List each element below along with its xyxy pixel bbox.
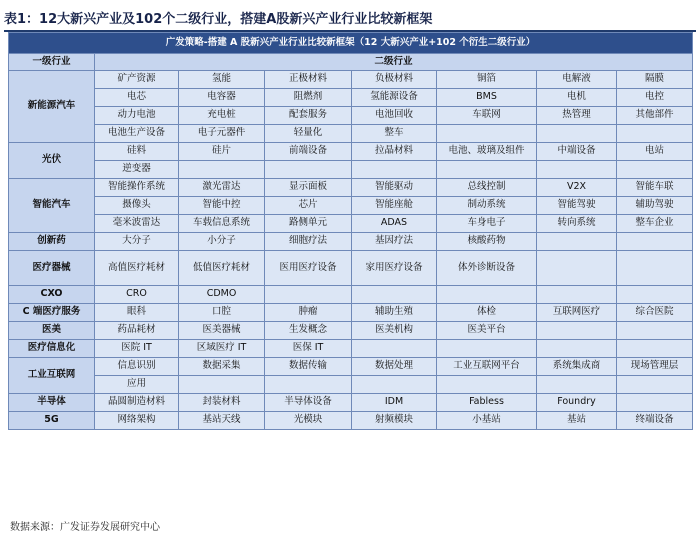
subindustry-cell: 整车 bbox=[352, 125, 437, 143]
empty-cell bbox=[265, 286, 352, 304]
column-header-level1: 一级行业 bbox=[9, 54, 95, 71]
subindustry-cell: 电容器 bbox=[179, 89, 265, 107]
subindustry-cell: 铜箔 bbox=[437, 71, 537, 89]
subindustry-cell: 体检 bbox=[437, 304, 537, 322]
empty-cell bbox=[617, 286, 693, 304]
subindustry-cell: 基站 bbox=[537, 412, 617, 430]
empty-cell bbox=[537, 233, 617, 251]
subindustry-cell: 智能中控 bbox=[179, 197, 265, 215]
subindustry-cell: 智能操作系统 bbox=[95, 179, 179, 197]
subindustry-cell: 热管理 bbox=[537, 107, 617, 125]
table-row bbox=[9, 89, 693, 107]
empty-cell bbox=[617, 340, 693, 358]
table-row bbox=[9, 376, 693, 394]
empty-cell bbox=[437, 125, 537, 143]
data-source-note: 数据来源：广发证券发展研究中心 bbox=[10, 522, 160, 533]
empty-cell bbox=[537, 322, 617, 340]
empty-cell bbox=[265, 376, 352, 394]
subindustry-cell: 硅料 bbox=[95, 143, 179, 161]
subindustry-cell: 硅片 bbox=[179, 143, 265, 161]
table-row bbox=[9, 215, 693, 233]
table-row bbox=[9, 107, 693, 125]
table-row bbox=[9, 233, 693, 251]
category-cell: 光伏 bbox=[9, 143, 95, 179]
subindustry-cell: 高值医疗耗材 bbox=[95, 251, 179, 286]
subindustry-cell: 隔膜 bbox=[617, 71, 693, 89]
subindustry-cell: 信息识别 bbox=[95, 358, 179, 376]
subindustry-cell: CRO bbox=[95, 286, 179, 304]
subindustry-cell: Foundry bbox=[537, 394, 617, 412]
subindustry-cell: 体外诊断设备 bbox=[437, 251, 537, 286]
subindustry-cell: 半导体设备 bbox=[265, 394, 352, 412]
empty-cell bbox=[437, 340, 537, 358]
subindustry-cell: 互联网医疗 bbox=[537, 304, 617, 322]
subindustry-cell: 现场管理层 bbox=[617, 358, 693, 376]
subindustry-cell: 车联网 bbox=[437, 107, 537, 125]
subindustry-cell: 动力电池 bbox=[95, 107, 179, 125]
empty-cell bbox=[265, 161, 352, 179]
subindustry-cell: 路侧单元 bbox=[265, 215, 352, 233]
table-row bbox=[9, 71, 693, 89]
subindustry-cell: 电池、玻璃及组件 bbox=[437, 143, 537, 161]
table-row bbox=[9, 412, 693, 430]
subindustry-cell: 工业互联网平台 bbox=[437, 358, 537, 376]
subindustry-cell: IDM bbox=[352, 394, 437, 412]
subindustry-cell: 电芯 bbox=[95, 89, 179, 107]
subindustry-cell: ADAS bbox=[352, 215, 437, 233]
subindustry-cell: 车载信息系统 bbox=[179, 215, 265, 233]
category-cell: 智能汽车 bbox=[9, 179, 95, 233]
figure-title: 表1：12大新兴产业及102个二级行业，搭建A股新兴产业行业比较新框架 bbox=[4, 12, 433, 27]
empty-cell bbox=[352, 286, 437, 304]
empty-cell bbox=[352, 376, 437, 394]
table-row bbox=[9, 125, 693, 143]
empty-cell bbox=[352, 161, 437, 179]
subindustry-cell: 肿瘤 bbox=[265, 304, 352, 322]
empty-cell bbox=[537, 376, 617, 394]
category-cell: 医疗器械 bbox=[9, 251, 95, 286]
subindustry-cell: 医用医疗设备 bbox=[265, 251, 352, 286]
table-row bbox=[9, 197, 693, 215]
subindustry-cell: 基站天线 bbox=[179, 412, 265, 430]
subindustry-cell: 辅助驾驶 bbox=[617, 197, 693, 215]
empty-cell bbox=[537, 286, 617, 304]
subindustry-cell: 口腔 bbox=[179, 304, 265, 322]
industry-framework-table bbox=[8, 32, 693, 430]
category-cell: 半导体 bbox=[9, 394, 95, 412]
subindustry-cell: 阻燃剂 bbox=[265, 89, 352, 107]
subindustry-cell: 正极材料 bbox=[265, 71, 352, 89]
table-title: 广发策略-搭建 A 股新兴产业行业比较新框架（12 大新兴产业+102 个衍生二级行业） bbox=[9, 33, 693, 54]
table-row bbox=[9, 358, 693, 376]
table-row bbox=[9, 394, 693, 412]
table-row bbox=[9, 286, 693, 304]
subindustry-cell: 家用医疗设备 bbox=[352, 251, 437, 286]
empty-cell bbox=[537, 161, 617, 179]
subindustry-cell: 晶圆制造材料 bbox=[95, 394, 179, 412]
subindustry-cell: 眼科 bbox=[95, 304, 179, 322]
subindustry-cell: 逆变器 bbox=[95, 161, 179, 179]
subindustry-cell: 医美机构 bbox=[352, 322, 437, 340]
subindustry-cell: 中端设备 bbox=[537, 143, 617, 161]
subindustry-cell: 制动系统 bbox=[437, 197, 537, 215]
subindustry-cell: 其他部件 bbox=[617, 107, 693, 125]
subindustry-cell: 电池生产设备 bbox=[95, 125, 179, 143]
subindustry-cell: 智能驾驶 bbox=[537, 197, 617, 215]
subindustry-cell: 配套服务 bbox=[265, 107, 352, 125]
subindustry-cell: Fabless bbox=[437, 394, 537, 412]
empty-cell bbox=[617, 233, 693, 251]
subindustry-cell: V2X bbox=[537, 179, 617, 197]
subindustry-cell: 摄像头 bbox=[95, 197, 179, 215]
empty-cell bbox=[437, 376, 537, 394]
empty-cell bbox=[617, 161, 693, 179]
subindustry-cell: 智能座舱 bbox=[352, 197, 437, 215]
subindustry-cell: 数据采集 bbox=[179, 358, 265, 376]
table-row bbox=[9, 322, 693, 340]
empty-cell bbox=[537, 251, 617, 286]
subindustry-cell: CDMO bbox=[179, 286, 265, 304]
subindustry-cell: 整车企业 bbox=[617, 215, 693, 233]
subindustry-cell: 总线控制 bbox=[437, 179, 537, 197]
subindustry-cell: BMS bbox=[437, 89, 537, 107]
table-row bbox=[9, 161, 693, 179]
table-row bbox=[9, 304, 693, 322]
subindustry-cell: 智能驱动 bbox=[352, 179, 437, 197]
subindustry-cell: 辅助生殖 bbox=[352, 304, 437, 322]
empty-cell bbox=[179, 161, 265, 179]
empty-cell bbox=[617, 394, 693, 412]
table-row bbox=[9, 179, 693, 197]
subindustry-cell: 医院 IT bbox=[95, 340, 179, 358]
subindustry-cell: 基因疗法 bbox=[352, 233, 437, 251]
category-cell: CXO bbox=[9, 286, 95, 304]
subindustry-cell: 轻量化 bbox=[265, 125, 352, 143]
subindustry-cell: 细胞疗法 bbox=[265, 233, 352, 251]
subindustry-cell: 氢能源设备 bbox=[352, 89, 437, 107]
category-cell: 医疗信息化 bbox=[9, 340, 95, 358]
empty-cell bbox=[537, 340, 617, 358]
subindustry-cell: 负极材料 bbox=[352, 71, 437, 89]
column-header-row bbox=[9, 54, 693, 71]
subindustry-cell: 激光雷达 bbox=[179, 179, 265, 197]
subindustry-cell: 大分子 bbox=[95, 233, 179, 251]
subindustry-cell: 医美器械 bbox=[179, 322, 265, 340]
subindustry-cell: 车身电子 bbox=[437, 215, 537, 233]
subindustry-cell: 电解液 bbox=[537, 71, 617, 89]
category-cell: 工业互联网 bbox=[9, 358, 95, 394]
subindustry-cell: 电子元器件 bbox=[179, 125, 265, 143]
subindustry-cell: 矿产资源 bbox=[95, 71, 179, 89]
subindustry-cell: 光模块 bbox=[265, 412, 352, 430]
empty-cell bbox=[617, 125, 693, 143]
subindustry-cell: 药品耗材 bbox=[95, 322, 179, 340]
subindustry-cell: 系统集成商 bbox=[537, 358, 617, 376]
empty-cell bbox=[617, 251, 693, 286]
table-row bbox=[9, 251, 693, 286]
subindustry-cell: 电机 bbox=[537, 89, 617, 107]
table-row bbox=[9, 143, 693, 161]
subindustry-cell: 芯片 bbox=[265, 197, 352, 215]
subindustry-cell: 封装材料 bbox=[179, 394, 265, 412]
table-row bbox=[9, 340, 693, 358]
subindustry-cell: 电站 bbox=[617, 143, 693, 161]
subindustry-cell: 综合医院 bbox=[617, 304, 693, 322]
subindustry-cell: 拉晶材料 bbox=[352, 143, 437, 161]
subindustry-cell: 低值医疗耗材 bbox=[179, 251, 265, 286]
subindustry-cell: 转向系统 bbox=[537, 215, 617, 233]
subindustry-cell: 应用 bbox=[95, 376, 179, 394]
subindustry-cell: 数据传输 bbox=[265, 358, 352, 376]
category-cell: C 端医疗服务 bbox=[9, 304, 95, 322]
subindustry-cell: 氢能 bbox=[179, 71, 265, 89]
subindustry-cell: 生发概念 bbox=[265, 322, 352, 340]
subindustry-cell: 毫米波雷达 bbox=[95, 215, 179, 233]
empty-cell bbox=[617, 376, 693, 394]
empty-cell bbox=[617, 322, 693, 340]
subindustry-cell: 射频模块 bbox=[352, 412, 437, 430]
category-cell: 创新药 bbox=[9, 233, 95, 251]
category-cell: 医美 bbox=[9, 322, 95, 340]
subindustry-cell: 显示面板 bbox=[265, 179, 352, 197]
empty-cell bbox=[179, 376, 265, 394]
subindustry-cell: 智能车联 bbox=[617, 179, 693, 197]
subindustry-cell: 电池回收 bbox=[352, 107, 437, 125]
subindustry-cell: 医美平台 bbox=[437, 322, 537, 340]
subindustry-cell: 医保 IT bbox=[265, 340, 352, 358]
subindustry-cell: 终端设备 bbox=[617, 412, 693, 430]
empty-cell bbox=[352, 340, 437, 358]
subindustry-cell: 前端设备 bbox=[265, 143, 352, 161]
table-title-row bbox=[9, 33, 693, 54]
category-cell: 新能源汽车 bbox=[9, 71, 95, 143]
subindustry-cell: 小基站 bbox=[437, 412, 537, 430]
column-header-level2: 二级行业 bbox=[95, 54, 693, 71]
subindustry-cell: 电控 bbox=[617, 89, 693, 107]
subindustry-cell: 区域医疗 IT bbox=[179, 340, 265, 358]
subindustry-cell: 充电桩 bbox=[179, 107, 265, 125]
subindustry-cell: 核酸药物 bbox=[437, 233, 537, 251]
category-cell: 5G bbox=[9, 412, 95, 430]
empty-cell bbox=[437, 161, 537, 179]
subindustry-cell: 网络架构 bbox=[95, 412, 179, 430]
subindustry-cell: 小分子 bbox=[179, 233, 265, 251]
empty-cell bbox=[437, 286, 537, 304]
subindustry-cell: 数据处理 bbox=[352, 358, 437, 376]
empty-cell bbox=[537, 125, 617, 143]
